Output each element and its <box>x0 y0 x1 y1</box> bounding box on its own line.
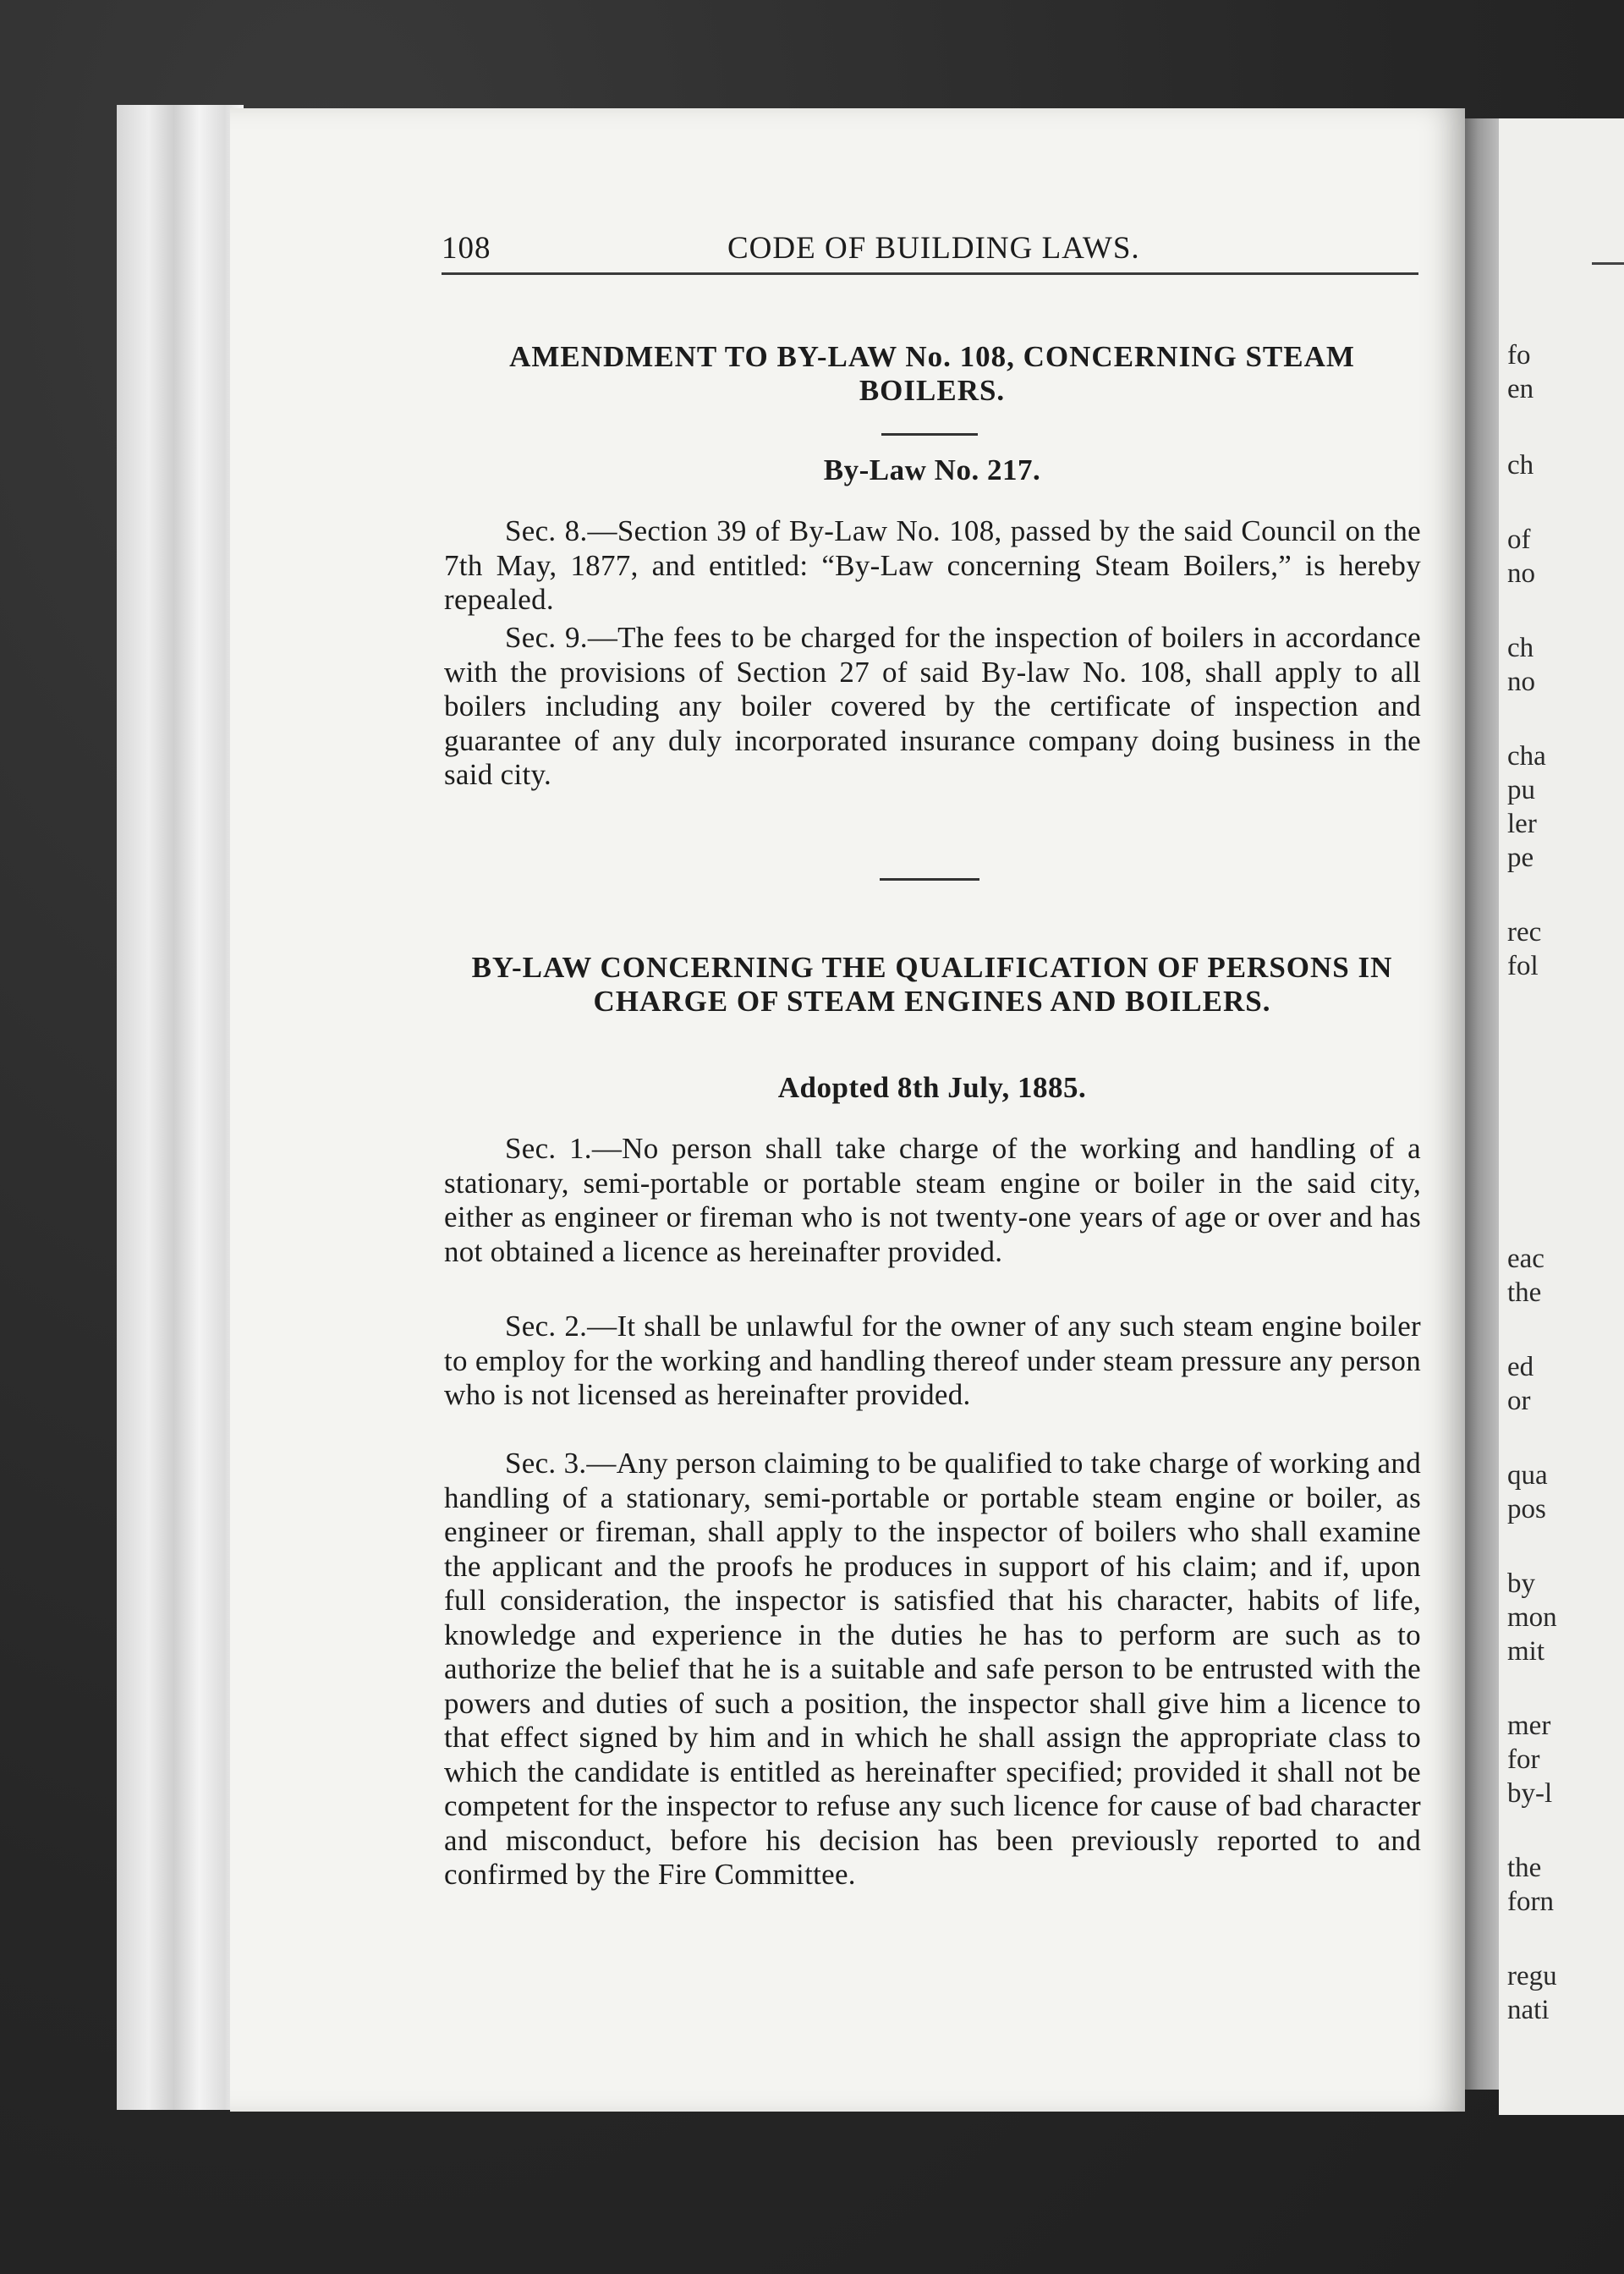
facing-fragment: pu <box>1507 775 1535 805</box>
facing-fragment: or <box>1507 1386 1531 1416</box>
facing-page <box>1499 118 1624 2115</box>
facing-fragment: ch <box>1507 450 1534 481</box>
facing-page-rule <box>1592 262 1624 265</box>
facing-fragment: cha <box>1507 741 1546 772</box>
facing-fragment: the <box>1507 1277 1542 1308</box>
page-edges <box>117 105 244 2110</box>
facing-fragment: fo <box>1507 340 1531 371</box>
facing-fragment: mit <box>1507 1636 1545 1667</box>
header-rule <box>442 272 1418 275</box>
running-title: CODE OF BUILDING LAWS. <box>727 231 1140 266</box>
facing-fragment: for <box>1507 1744 1540 1775</box>
facing-fragment: pos <box>1507 1494 1546 1524</box>
facing-fragment: qua <box>1507 1460 1548 1491</box>
facing-fragment: ch <box>1507 633 1534 663</box>
section-heading-amendment: AMENDMENT TO BY-LAW No. 108, CONCERNING STEAM BOILERS. <box>509 340 1355 407</box>
facing-fragment: eac <box>1507 1244 1544 1274</box>
facing-fragment: ed <box>1507 1352 1534 1382</box>
facing-fragment: fol <box>1507 951 1539 981</box>
paragraph-sec-3: Sec. 3.—Any person claiming to be qualified to take charge of working and handling of a stationary, semi-portable or portable steam engine or boiler, as engineer or fireman, shall apply to the inspector of boilers who shall examine the applicant and the proofs he produces in support of his claim; and if, upon full consideration, the inspector is satisfied that his character, habits of life, knowledge and experience in the duties he has to perform are such as to authorize the belief that he is a suitable and safe person to be entrusted with the powers and duties of such a position, the inspector shall give him a licence to that effect signed by him and in which he shall assign the appropriate class to which the candidate is entitled as hereinafter specified; provided it shall not be competent for the inspector to refuse any such licence for cause of bad character and misconduct, before his decision has been previously reported to and confirmed by the Fire Committee. <box>444 1447 1421 1891</box>
bylaw-number: By-Law No. 217. <box>823 453 1041 486</box>
facing-fragment: by-l <box>1507 1778 1553 1809</box>
facing-fragment: forn <box>1507 1887 1554 1917</box>
facing-fragment: no <box>1507 558 1535 589</box>
adoption-date: Adopted 8th July, 1885. <box>777 1071 1087 1104</box>
facing-fragment: mer <box>1507 1711 1551 1741</box>
page-number: 108 <box>442 231 491 266</box>
facing-fragment: rec <box>1507 917 1542 948</box>
paragraph-sec-1: Sec. 1.—No person shall take charge of the working and handling of a stationary, semi-portable or portable steam engine or boiler in the said city, either as engineer or fireman who is not twenty-one years of age or over and has not obtained a licence as hereinafter provided. <box>444 1132 1421 1268</box>
paragraph-sec-2: Sec. 2.—It shall be unlawful for the owner of any such steam engine boiler to employ for the working and handling thereof under steam pressure any person who is not licensed as hereinafter provided. <box>444 1310 1421 1411</box>
book-gutter <box>1465 118 1499 2090</box>
paragraph-sec-9: Sec. 9.—The fees to be charged for the inspection of boilers in accordance with the provisions of Section 27 of said By-law No. 108, shall apply to all boilers including any boiler covered by the certificate of inspection and guarantee of any duly incorporated insurance company doing business in the said city. <box>444 621 1421 791</box>
facing-fragment: pe <box>1507 843 1534 873</box>
divider-rule <box>881 433 978 436</box>
facing-fragment: by <box>1507 1568 1535 1599</box>
facing-fragment: no <box>1507 667 1535 697</box>
facing-fragment: of <box>1507 525 1531 555</box>
facing-fragment: mon <box>1507 1602 1557 1633</box>
running-head <box>442 222 1423 281</box>
facing-fragment: ler <box>1507 809 1537 839</box>
paragraph-sec-8: Sec. 8.—Section 39 of By-Law No. 108, passed by the said Council on the 7th May, 1877, and entitled: “By-Law concerning Steam Boilers,” is hereby repealed. <box>444 514 1421 616</box>
facing-fragment: the <box>1507 1853 1542 1883</box>
section-divider <box>880 878 979 881</box>
facing-fragment: regu <box>1507 1961 1557 1991</box>
facing-fragment: en <box>1507 374 1534 404</box>
facing-fragment: nati <box>1507 1995 1550 2025</box>
section-heading-qualification: BY-LAW CONCERNING THE QUALIFICATION OF PERSONS IN CHARGE OF STEAM ENGINES AND BOILERS. <box>471 951 1393 1018</box>
